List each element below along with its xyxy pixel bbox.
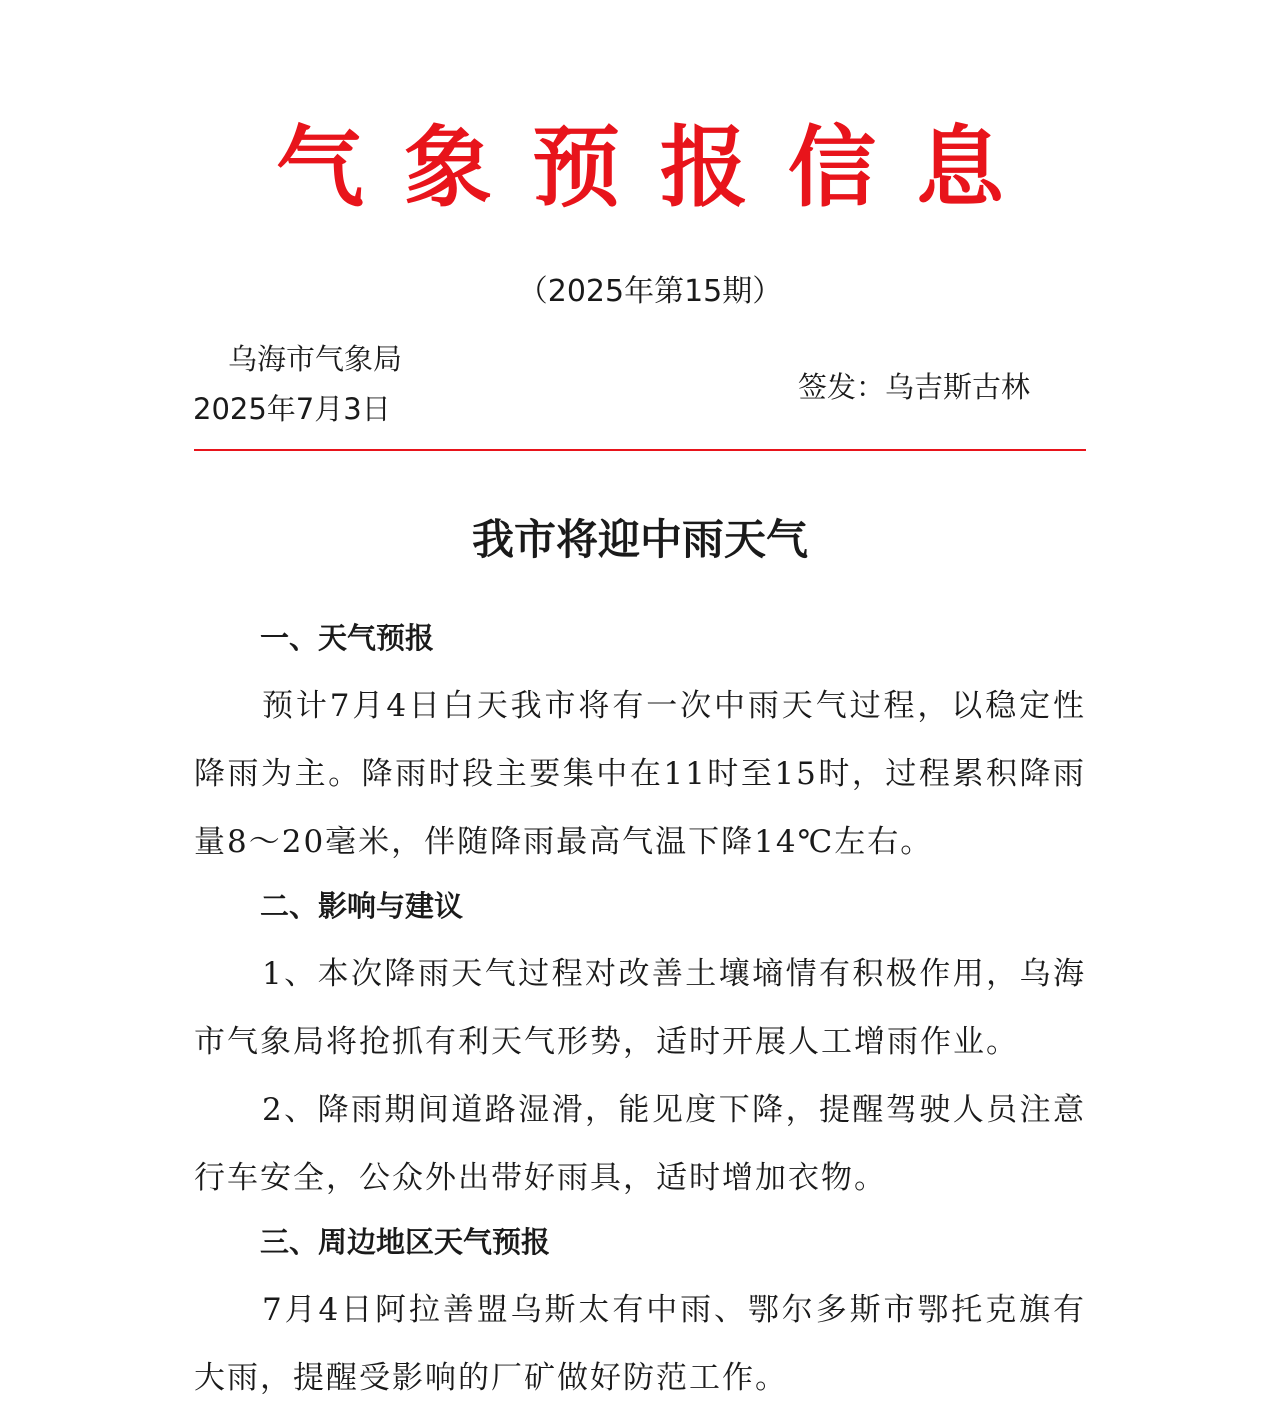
paragraph: 2、降雨期间道路湿滑，能见度下降，提醒驾驶人员注意行车安全，公众外出带好雨具，适时增加衣物。 (194, 1092, 1086, 1196)
paragraph: 预计7月4日白天我市将有一次中雨天气过程，以稳定性降雨为主。降雨时段主要集中在11时至15时，过程累积降雨量8～20毫米，伴随降雨最高气温下降14℃左右。 (194, 688, 1086, 860)
signer: 签发：乌吉斯古林 (798, 370, 1031, 404)
document-title: 我市将迎中雨天气 (471, 515, 808, 564)
issue-number: （2025年第15期） (517, 274, 783, 309)
issue-date: 2025年7月3日 (193, 392, 391, 426)
masthead-title: 气象预报信息 (275, 116, 1044, 219)
issuing-organization: 乌海市气象局 (228, 342, 403, 376)
paragraph: 7月4日阿拉善盟乌斯太有中雨、鄂尔多斯市鄂托克旗有大雨，提醒受影响的厂矿做好防范工作。 (194, 1292, 1086, 1396)
paragraph: 1、本次降雨天气过程对改善土壤墒情有积极作用，乌海市气象局将抢抓有利天气形势，适时开展人工增雨作业。 (194, 956, 1086, 1060)
section-heading: 一、天气预报 (260, 621, 435, 655)
section-heading: 三、周边地区天气预报 (260, 1225, 551, 1259)
section-heading: 二、影响与建议 (260, 889, 464, 923)
header-divider (194, 449, 1086, 451)
